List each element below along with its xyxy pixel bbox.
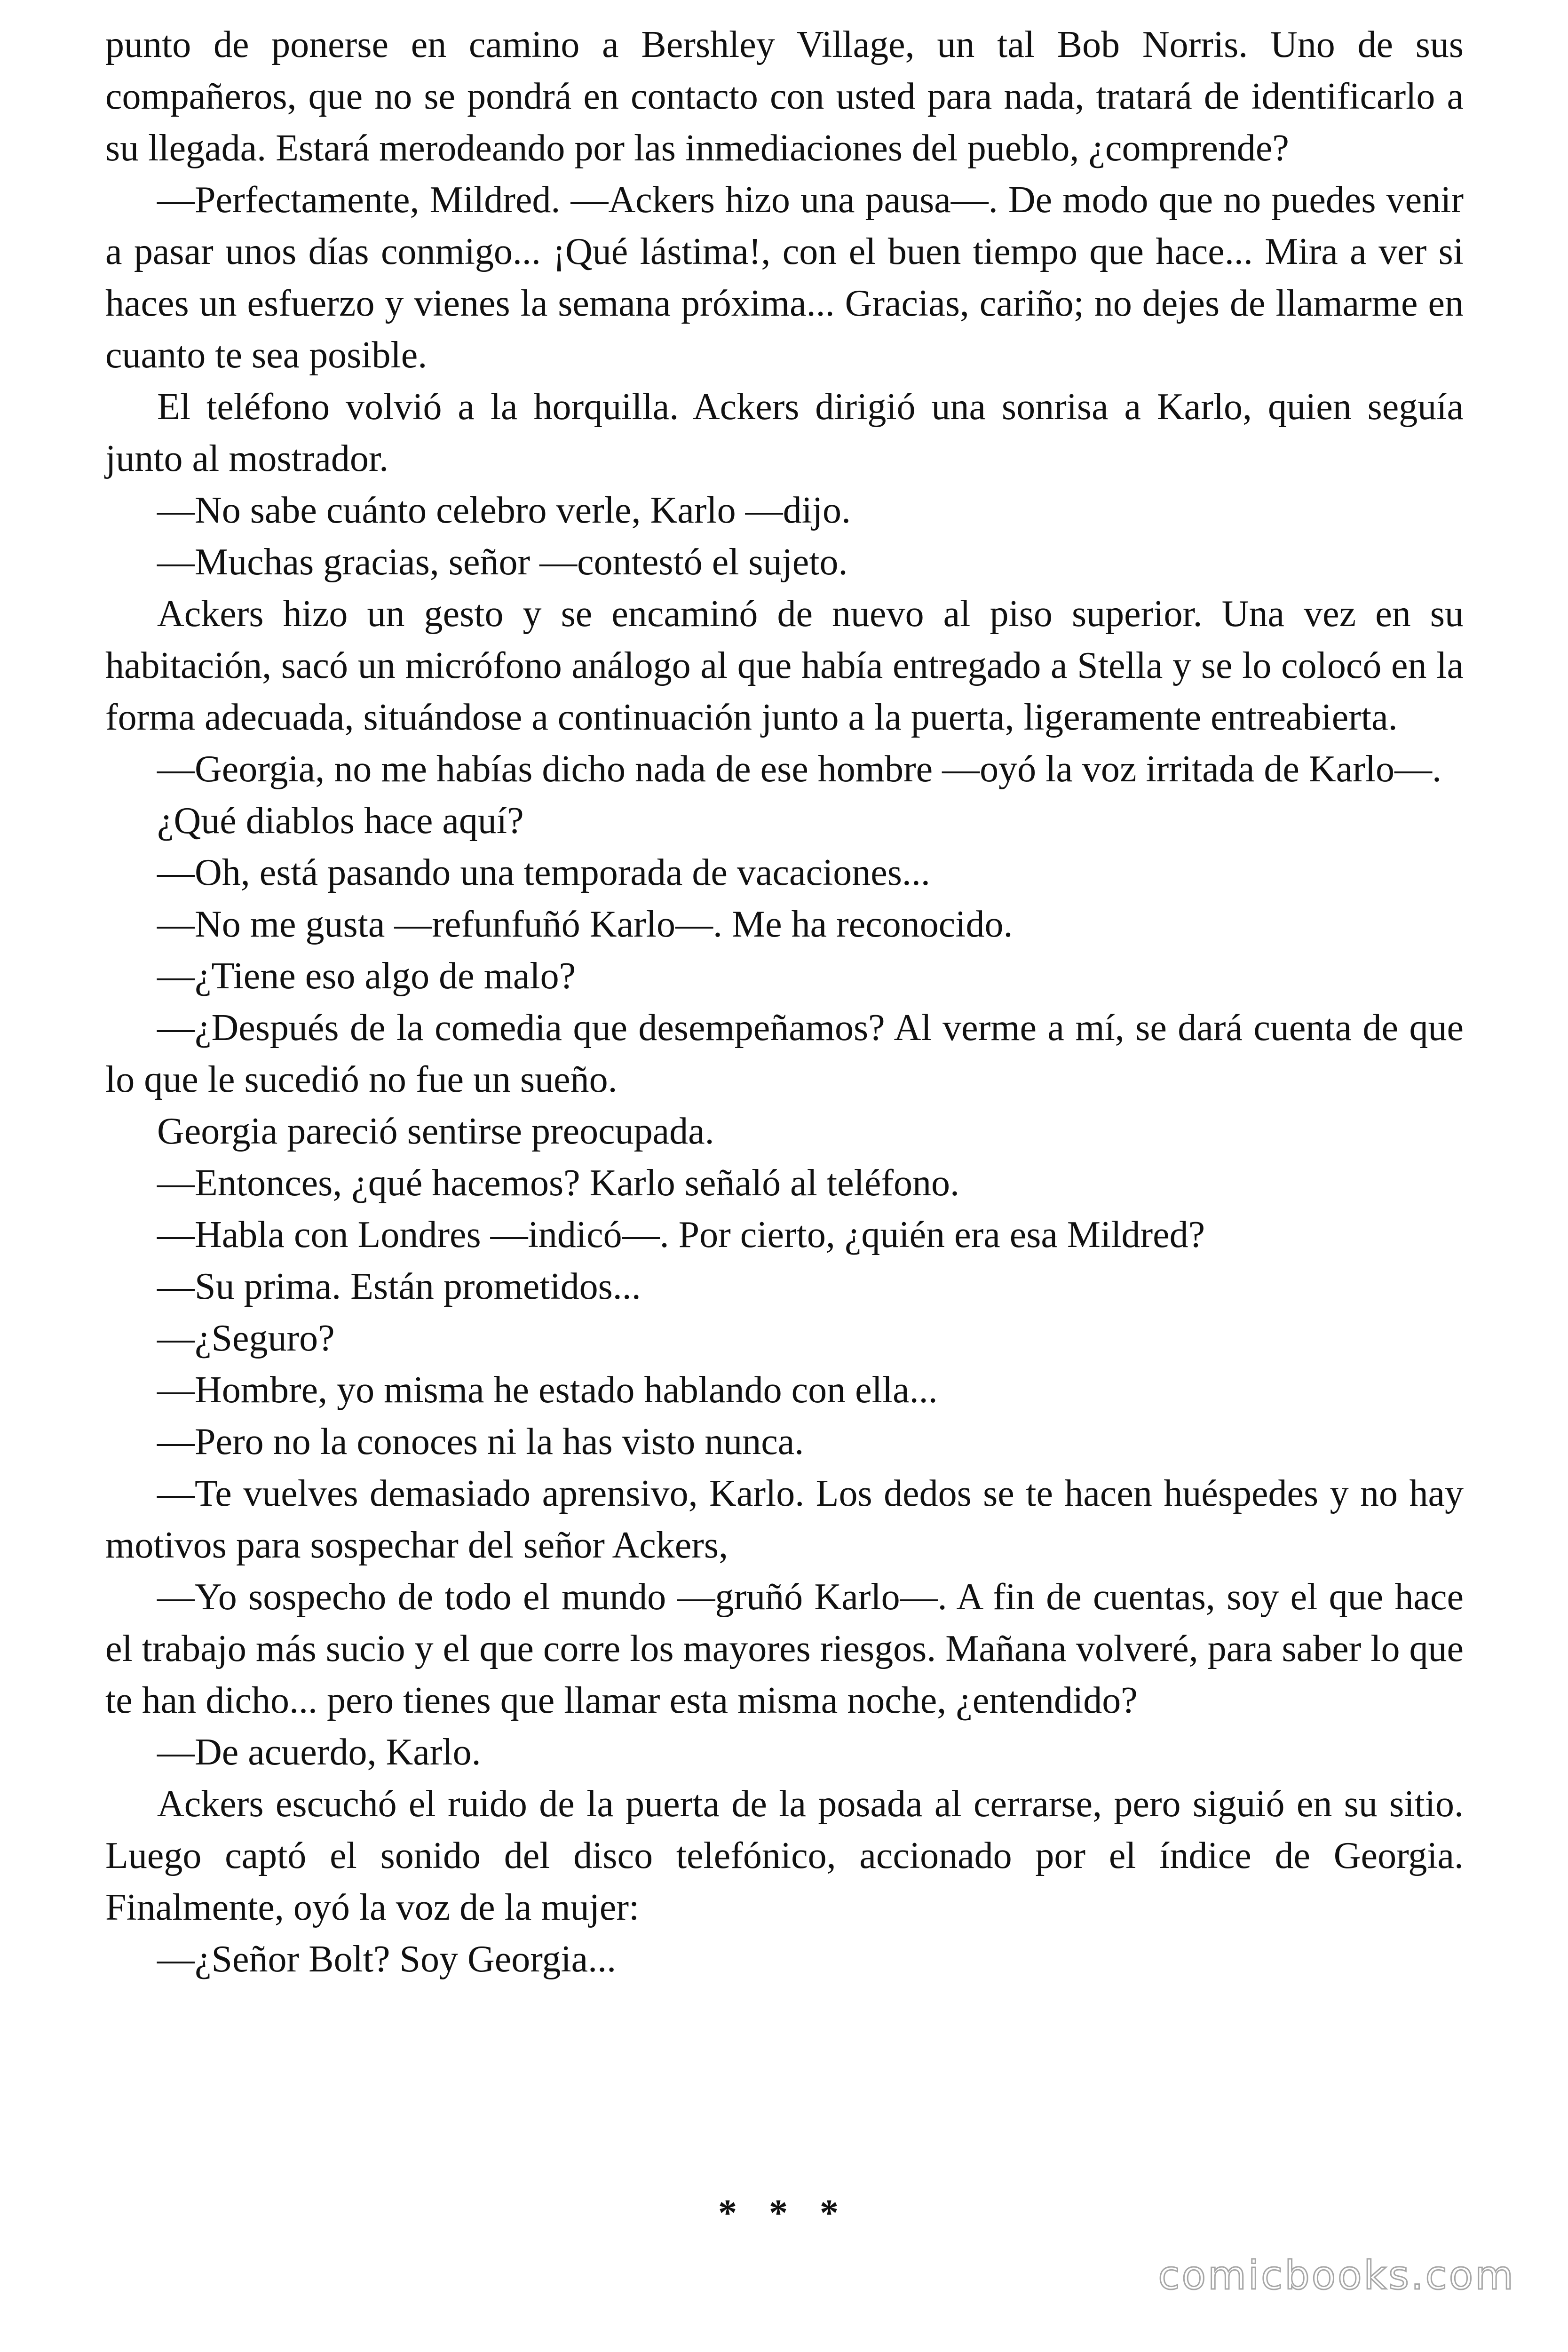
paragraph: —Hombre, yo misma he estado hablando con ella... bbox=[157, 1369, 938, 1411]
watermark: comicbooks.com bbox=[1158, 2252, 1515, 2298]
scene-break: * * * bbox=[718, 2193, 850, 2234]
page-text bbox=[105, 19, 1464, 1985]
paragraph: Ackers escuchó el ruido de la puerta de la posada al cerrarse, pero siguió en su sitio. Luego captó el sonido del disco telefónico, accionado por el índice de Georgia. Finalmente, oyó la voz de la mujer: bbox=[105, 1783, 1464, 1928]
paragraph: —No sabe cuánto celebro verle, Karlo —dijo. bbox=[157, 490, 851, 531]
paragraph: —¿Señor Bolt? Soy Georgia... bbox=[157, 1939, 617, 1980]
paragraph: —Te vuelves demasiado aprensivo, Karlo. Los dedos se te hacen huéspedes y no hay motivos para sospechar del señor Ackers, bbox=[105, 1473, 1464, 1566]
paragraph: —¿Tiene eso algo de malo? bbox=[157, 955, 576, 997]
paragraph: —Georgia, no me habías dicho nada de ese hombre —oyó la voz irritada de Karlo—. bbox=[157, 748, 1441, 790]
paragraph: —Oh, está pasando una temporada de vacaciones... bbox=[157, 852, 930, 893]
paragraph: —No me gusta —refunfuñó Karlo—. Me ha reconocido. bbox=[157, 904, 1013, 945]
paragraph-continuation: punto de ponerse en camino a Bershley Village, un tal Bob Norris. Uno de sus compañeros, que no se pondrá en contacto con usted para nada, tratará de identificarlo a su llegada. Estará merodeando por las inmediaciones del pueblo, ¿comprende? bbox=[105, 24, 1464, 169]
paragraph: —Muchas gracias, señor —contestó el sujeto. bbox=[157, 541, 848, 583]
paragraph: —¿Después de la comedia que desempeñamos? Al verme a mí, se dará cuenta de que lo que le sucedió no fue un sueño. bbox=[105, 1007, 1464, 1100]
paragraph: —¿Seguro? bbox=[157, 1318, 335, 1359]
paragraph: Ackers hizo un gesto y se encaminó de nuevo al piso superior. Una vez en su habitación, sacó un micrófono análogo al que había entregado a Stella y se lo colocó en la forma adecuada, situándose a continuación junto a la puerta, ligeramente entreabierta. bbox=[105, 593, 1464, 738]
paragraph: —Entonces, ¿qué hacemos? Karlo señaló al teléfono. bbox=[157, 1162, 960, 1204]
paragraph: El teléfono volvió a la horquilla. Ackers dirigió una sonrisa a Karlo, quien seguía junto al mostrador. bbox=[105, 386, 1464, 479]
paragraph: —Habla con Londres —indicó—. Por cierto, ¿quién era esa Mildred? bbox=[157, 1214, 1205, 1255]
paragraph: —Pero no la conoces ni la has visto nunca. bbox=[157, 1421, 804, 1462]
paragraph: Georgia pareció sentirse preocupada. bbox=[157, 1111, 714, 1152]
paragraph: —Perfectamente, Mildred. —Ackers hizo una pausa—. De modo que no puedes venir a pasar unos días conmigo... ¡Qué lástima!, con el buen tiempo que hace... Mira a ver si haces un esfuerzo y vienes la semana próxima... Gracias, cariño; no dejes de llamarme en cuanto te sea posible. bbox=[105, 179, 1464, 376]
paragraph: —Yo sospecho de todo el mundo —gruñó Karlo—. A fin de cuentas, soy el que hace el trabajo más sucio y el que corre los mayores riesgos. Mañana volveré, para saber lo que te han dicho... pero tienes que llamar esta misma noche, ¿entendido? bbox=[105, 1576, 1464, 1721]
paragraph: —Su prima. Están prometidos... bbox=[157, 1266, 641, 1307]
paragraph: —De acuerdo, Karlo. bbox=[157, 1732, 481, 1773]
paragraph: ¿Qué diablos hace aquí? bbox=[157, 800, 524, 842]
